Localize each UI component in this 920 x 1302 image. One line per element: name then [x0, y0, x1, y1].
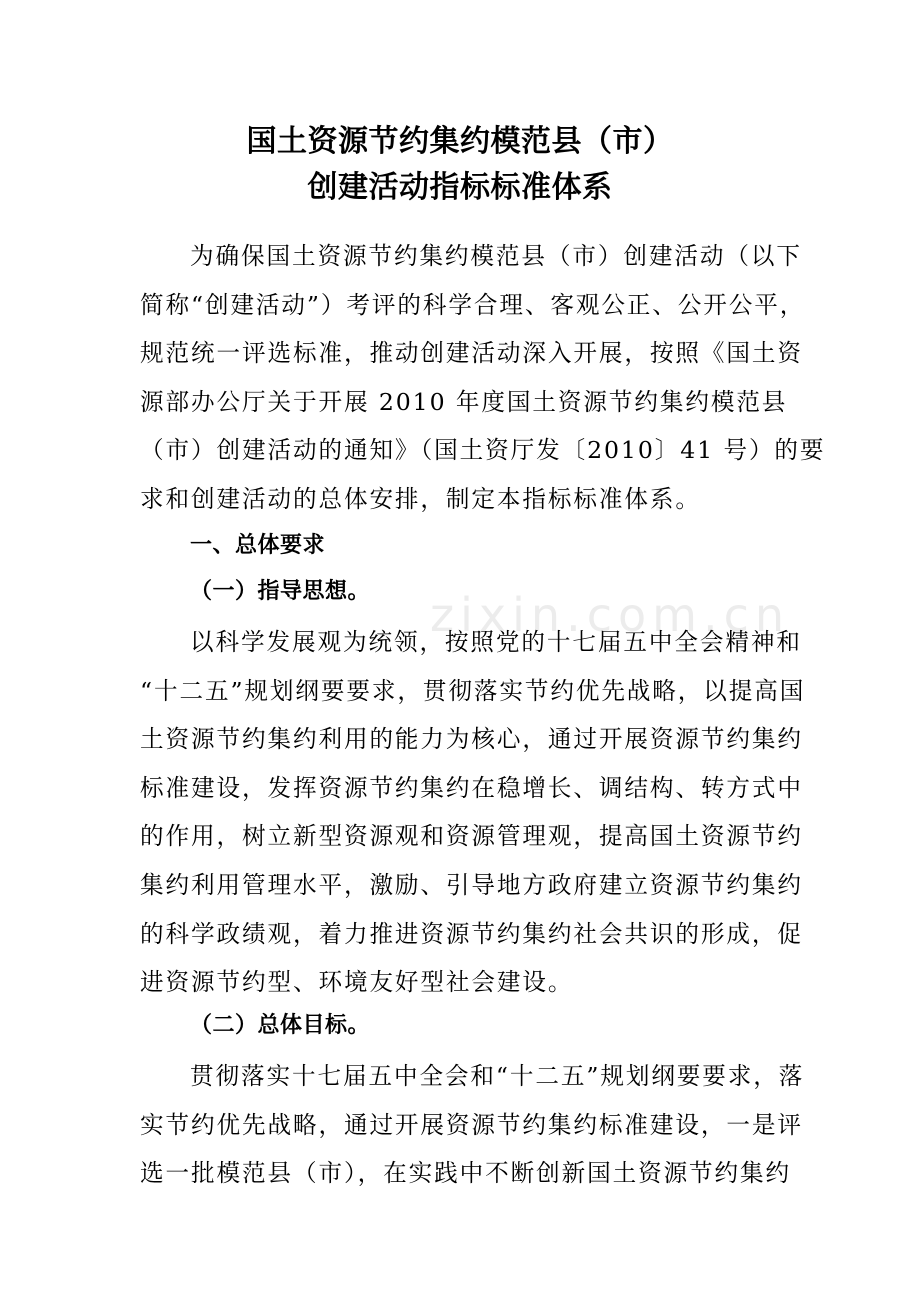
- paragraph-line: 贯彻落实十七届五中全会和“十二五”规划纲要要求，落: [190, 1062, 805, 1090]
- paragraph-line: （市）创建活动的通知》（国土资厅发〔2010〕41 号）的要: [140, 436, 826, 465]
- paragraph-line: 以科学发展观为统领，按照党的十七届五中全会精神和: [190, 628, 802, 656]
- paragraph-line: 为确保国土资源节约集约模范县（市）创建活动（以下: [190, 242, 802, 270]
- paragraph-line: 简称“创建活动”）考评的科学合理、客观公正、公开公平，: [140, 290, 806, 319]
- paragraph-line: 求和创建活动的总体安排，制定本指标标准体系。: [140, 484, 701, 513]
- paragraph-line: 选一批模范县（市），在实践中不断创新国土资源节约集约: [140, 1159, 792, 1188]
- document-title-line-2: 创建活动指标标准体系: [307, 170, 613, 205]
- paragraph-line: 的作用，树立新型资源观和资源管理观，提高国土资源节约: [140, 822, 803, 851]
- paragraph-line: 的科学政绩观，着力推进资源节约集约社会共识的形成，促: [140, 919, 803, 948]
- document-title-line-1: 国土资源节约集约模范县（市）: [246, 124, 674, 159]
- paragraph-line: 标准建设，发挥资源节约集约在稳增长、调结构、转方式中: [140, 773, 803, 802]
- paragraph-line: 进资源节约型、环境友好型社会建设。: [140, 968, 574, 997]
- paragraph-line: 集约利用管理水平，激励、引导地方政府建立资源节约集约: [140, 870, 803, 899]
- guiding-ideology-paragraph: [140, 618, 806, 1007]
- paragraph-line: 土资源节约集约利用的能力为核心，通过开展资源节约集约: [140, 725, 803, 754]
- paragraph-line: 规范统一评选标准，推动创建活动深入开展，按照《国土资: [140, 339, 803, 368]
- watermark: zixin.com.cn: [430, 588, 791, 642]
- paragraph-line: “十二五”规划纲要要求，贯彻落实节约优先战略，以提高国: [140, 676, 806, 705]
- subsection-heading-guiding-ideology: （一）指导思想。: [190, 579, 371, 604]
- subsection-heading-overall-goal: （二）总体目标。: [190, 1013, 371, 1038]
- paragraph-line: 实节约优先战略，通过开展资源节约集约标准建设，一是评: [140, 1110, 803, 1139]
- intro-paragraph: [140, 232, 826, 524]
- overall-goal-paragraph: [140, 1052, 805, 1198]
- section-heading: 一、总体要求: [190, 533, 326, 558]
- paragraph-line: 源部办公厅关于开展 2010 年度国土资源节约集约模范县: [140, 387, 788, 416]
